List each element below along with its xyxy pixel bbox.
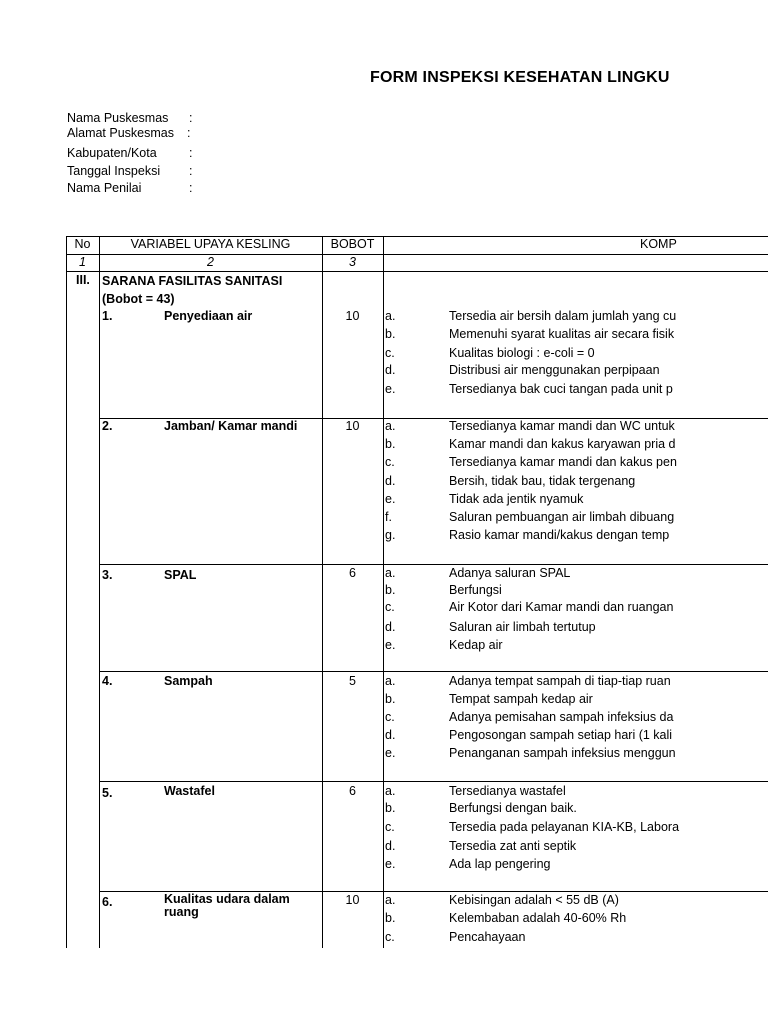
item-name: SPAL bbox=[164, 568, 197, 582]
section-title: SARANA FASILITAS SANITASI bbox=[102, 274, 283, 288]
info-label: Nama Penilai bbox=[67, 181, 142, 195]
component-letter: c. bbox=[385, 600, 395, 614]
component-letter: c. bbox=[385, 930, 395, 944]
component-text: Kamar mandi dan kakus karyawan pria d bbox=[449, 437, 676, 451]
item-bobot: 10 bbox=[345, 419, 360, 433]
component-text: Tersedia pada pelayanan KIA-KB, Labora bbox=[449, 820, 680, 834]
header-no: No bbox=[74, 237, 91, 251]
item-bobot: 6 bbox=[349, 566, 356, 580]
component-letter: d. bbox=[385, 474, 396, 488]
info-colon: : bbox=[189, 181, 193, 195]
component-letter: d. bbox=[385, 363, 396, 377]
index-row-bottom-line bbox=[66, 271, 768, 272]
header-variabel: VARIABEL UPAYA KESLING bbox=[130, 237, 291, 251]
component-letter: c. bbox=[385, 346, 395, 360]
component-letter: d. bbox=[385, 839, 396, 853]
item-name: Kualitas udara dalam ruang bbox=[164, 892, 290, 919]
col-line-bobot bbox=[383, 236, 384, 948]
info-label: Nama Puskesmas bbox=[67, 111, 169, 125]
item-name: Jamban/ Kamar mandi bbox=[164, 419, 298, 433]
component-text: Kebisingan adalah < 55 dB (A) bbox=[449, 893, 619, 907]
component-text: Pencahayaan bbox=[449, 930, 526, 944]
component-text: Pengosongan sampah setiap hari (1 kali bbox=[449, 728, 673, 742]
info-alamat-puskesmas bbox=[67, 126, 191, 140]
row-separator-2 bbox=[99, 564, 768, 565]
info-colon: : bbox=[187, 126, 191, 140]
component-text: Tersedianya bak cuci tangan pada unit p bbox=[449, 382, 673, 396]
component-text: Kelembaban adalah 40-60% Rh bbox=[449, 911, 627, 925]
component-letter: b. bbox=[385, 801, 396, 815]
item-bobot: 10 bbox=[345, 309, 360, 323]
component-letter: c. bbox=[385, 455, 395, 469]
row-separator-4 bbox=[99, 781, 768, 782]
header-bobot: BOBOT bbox=[330, 237, 375, 251]
component-letter: b. bbox=[385, 437, 396, 451]
component-text: Kualitas biologi : e-coli = 0 bbox=[449, 346, 595, 360]
item-number: 5. bbox=[102, 786, 113, 800]
form-title: FORM INSPEKSI KESEHATAN LINGKU bbox=[370, 69, 670, 86]
component-text: Saluran pembuangan air limbah dibuang bbox=[449, 510, 675, 524]
component-text: Penanganan sampah infeksius menggun bbox=[449, 746, 676, 760]
component-letter: e. bbox=[385, 746, 396, 760]
index-bobot: 3 bbox=[349, 255, 356, 269]
component-text: Berfungsi bbox=[449, 583, 502, 597]
info-kabupaten-kota bbox=[67, 146, 193, 160]
info-label: Tanggal Inspeksi bbox=[67, 164, 161, 178]
info-label: Kabupaten/Kota bbox=[67, 146, 157, 160]
component-letter: d. bbox=[385, 620, 396, 634]
info-nama-penilai bbox=[67, 181, 193, 195]
component-text: Rasio kamar mandi/kakus dengan temp bbox=[449, 528, 670, 542]
component-letter: b. bbox=[385, 583, 396, 597]
item-name: Sampah bbox=[164, 674, 213, 688]
component-text: Saluran air limbah tertutup bbox=[449, 620, 596, 634]
item-number: 2. bbox=[102, 419, 113, 433]
item-number: 1. bbox=[102, 309, 113, 323]
component-text: Bersih, tidak bau, tidak tergenang bbox=[449, 474, 636, 488]
component-text: Distribusi air menggunakan perpipaan bbox=[449, 363, 660, 377]
component-text: Adanya pemisahan sampah infeksius da bbox=[449, 710, 674, 724]
index-variabel: 2 bbox=[207, 255, 214, 269]
info-tanggal-inspeksi bbox=[67, 164, 193, 178]
component-text: Tersedianya kamar mandi dan kakus pen bbox=[449, 455, 677, 469]
component-letter: b. bbox=[385, 692, 396, 706]
info-colon: : bbox=[189, 164, 193, 178]
item-bobot: 10 bbox=[345, 893, 360, 907]
section-number: III. bbox=[76, 273, 90, 287]
component-text: Ada lap pengering bbox=[449, 857, 551, 871]
index-no: 1 bbox=[79, 255, 86, 269]
component-letter: e. bbox=[385, 492, 396, 506]
item-name: Wastafel bbox=[164, 784, 215, 798]
component-letter: d. bbox=[385, 728, 396, 742]
component-letter: g. bbox=[385, 528, 396, 542]
item-number: 4. bbox=[102, 674, 113, 688]
component-text: Memenuhi syarat kualitas air secara fisik bbox=[449, 327, 675, 341]
component-letter: e. bbox=[385, 857, 396, 871]
component-text: Tersedianya kamar mandi dan WC untuk bbox=[449, 419, 675, 433]
component-letter: e. bbox=[385, 382, 396, 396]
header-komponen: KOMP bbox=[640, 237, 677, 251]
component-text: Tidak ada jentik nyamuk bbox=[449, 492, 584, 506]
component-text: Tersedianya wastafel bbox=[449, 784, 566, 798]
row-separator-3 bbox=[99, 671, 768, 672]
component-text: Air Kotor dari Kamar mandi dan ruangan bbox=[449, 600, 674, 614]
component-text: Tempat sampah kedap air bbox=[449, 692, 593, 706]
component-text: Tersedia zat anti septik bbox=[449, 839, 577, 853]
component-letter: a. bbox=[385, 419, 396, 433]
item-name: Penyediaan air bbox=[164, 309, 253, 323]
component-letter: a. bbox=[385, 784, 396, 798]
component-letter: b. bbox=[385, 327, 396, 341]
component-text: Tersedia air bersih dalam jumlah yang cu bbox=[449, 309, 677, 323]
item-number: 6. bbox=[102, 895, 113, 909]
item-number: 3. bbox=[102, 568, 113, 582]
component-letter: e. bbox=[385, 638, 396, 652]
info-nama-puskesmas bbox=[67, 111, 193, 125]
component-text: Adanya tempat sampah di tiap-tiap ruan bbox=[449, 674, 671, 688]
section-subtitle: (Bobot = 43) bbox=[102, 292, 175, 306]
component-text: Adanya saluran SPAL bbox=[449, 566, 571, 580]
col-line-variabel bbox=[322, 236, 323, 948]
col-line-left bbox=[66, 236, 67, 948]
component-letter: f. bbox=[385, 510, 392, 524]
component-letter: a. bbox=[385, 309, 396, 323]
component-letter: a. bbox=[385, 674, 396, 688]
inspection-table bbox=[66, 236, 768, 948]
col-line-no bbox=[99, 236, 100, 948]
component-letter: a. bbox=[385, 893, 396, 907]
info-label: Alamat Puskesmas bbox=[67, 126, 174, 140]
item-bobot: 5 bbox=[349, 674, 356, 688]
component-text: Berfungsi dengan baik. bbox=[449, 801, 577, 815]
component-letter: b. bbox=[385, 911, 396, 925]
component-text: Kedap air bbox=[449, 638, 503, 652]
component-letter: a. bbox=[385, 566, 396, 580]
component-letter: c. bbox=[385, 820, 395, 834]
info-colon: : bbox=[189, 146, 193, 160]
info-colon: : bbox=[189, 111, 193, 125]
component-letter: c. bbox=[385, 710, 395, 724]
item-bobot: 6 bbox=[349, 784, 356, 798]
